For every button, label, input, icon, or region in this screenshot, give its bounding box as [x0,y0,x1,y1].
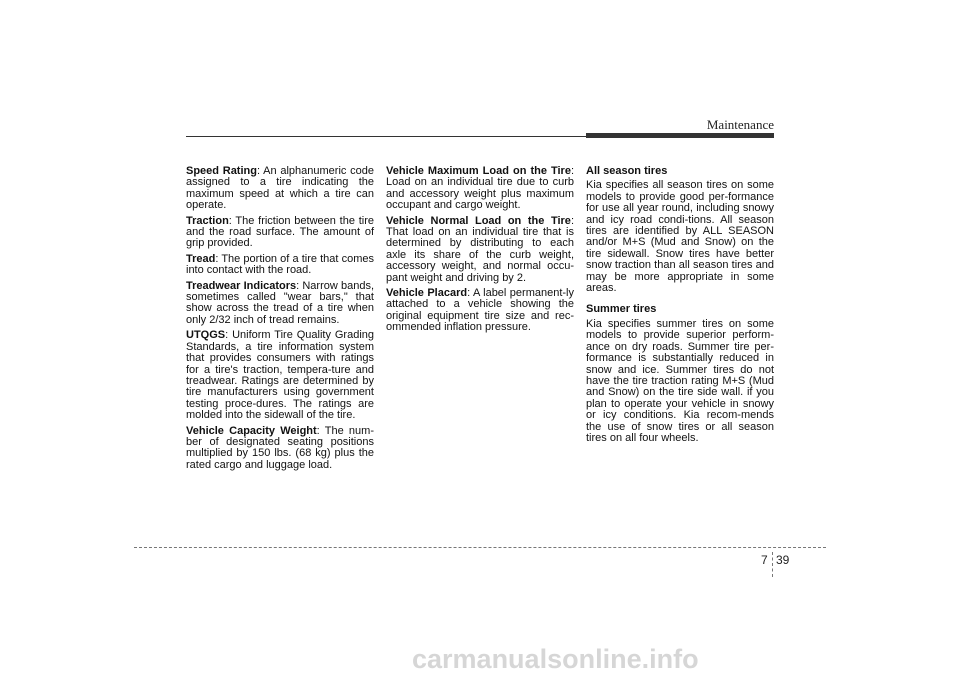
term-label: Vehicle Placard [386,287,468,300]
page-number-divider [772,552,773,577]
page-number: 39 [776,553,790,567]
watermark-text: carmanualsonline.info [412,644,699,674]
definition-vehicle-normal-load [386,216,574,284]
term-text: : The friction between the tire and the road surface. The amount of grip provided. [186,214,374,250]
summer-heading: Summer tires [586,303,657,316]
column-3 [586,166,774,448]
term-text: : Load on an individual tire due to curb and accessory weight plus maximum occupant and cargo weight. [386,165,574,212]
section-title: Maintenance [706,117,774,132]
definition-tread [186,254,374,277]
term-text: : The num-ber of designated seating positions multiplied by 150 lbs. (68 kg) plus the rated cargo and luggage load. [186,424,374,471]
term-label: Traction [186,214,229,227]
term-label: Treadwear Indicators [186,279,297,292]
term-text: : A label permanent-ly attached to a vehicle showing the original equipment tire size and rec-ommended inflation pressure. [386,287,574,334]
term-text: : The portion of a tire that comes into contact with the road. [186,252,374,277]
definition-traction [186,216,374,250]
definition-vehicle-placard [386,288,574,334]
term-label: UTQGS [186,329,226,342]
term-label: Tread [186,252,216,265]
footer-divider [134,547,826,548]
term-label: Vehicle Maximum Load on the Tire [386,165,571,177]
term-text: : That load on an individual tire that is determined by distributing to each axle its share of the curb weight, accessory weight, and normal occu-pant weight and driving by 2. [386,214,574,284]
header-rule-thin [186,136,586,137]
definition-utqgs [186,330,374,421]
chapter-number: 7 [761,553,768,567]
definition-vehicle-maximum-load [386,166,574,212]
term-text: : An alphanumeric code assigned to a tire indicating the maximum speed at which a tire can operate. [186,165,374,212]
term-label: Vehicle Normal Load on the Tire [386,214,571,227]
summer-text: Kia specifies summer tires on some models to provide superior perform-ance on dry roads. Summer tire per-formance is substantially reduced in snow and ice. Summer tires do not have the tire traction rating M+S (Mud and Snow) on the tire side wall. if you plan to operate your vehicle in snowy or icy conditions. Kia recom-mends the use of snow tires or all season tires on all four wheels. [586,317,774,444]
header-rule-thick [586,133,774,138]
column-1 [186,166,374,475]
term-text: : Uniform Tire Quality Grading Standards, a tire information system that provides consumers with ratings for a tire's traction, tempera-ture and treadwear. Ratings are determined by tire manufacturers using government testing proce-dures. The ratings are molded into the sidewall of the tire. [186,329,374,422]
column-2 [386,166,574,338]
definition-speed-rating [186,166,374,212]
definition-vehicle-capacity-weight [186,426,374,472]
term-label: Vehicle Capacity Weight [186,424,317,437]
term-text: : Narrow bands, sometimes called "wear bars," that show across the tread of a tire when only 2/32 inch of tread remains. [186,279,374,326]
all-season-text: Kia specifies all season tires on some models to provide good per-formance for use all year round, including snowy and icy road condi-tions. All season tires are identified by ALL SEASON and/or M+S (Mud and Snow) on the tire sidewall. Snow tires have better snow traction than all season tires and may be more appropriate in some areas. [586,179,774,295]
definition-treadwear-indicators [186,281,374,327]
term-label: Speed Rating [186,165,257,177]
all-season-heading: All season tires [586,165,668,177]
